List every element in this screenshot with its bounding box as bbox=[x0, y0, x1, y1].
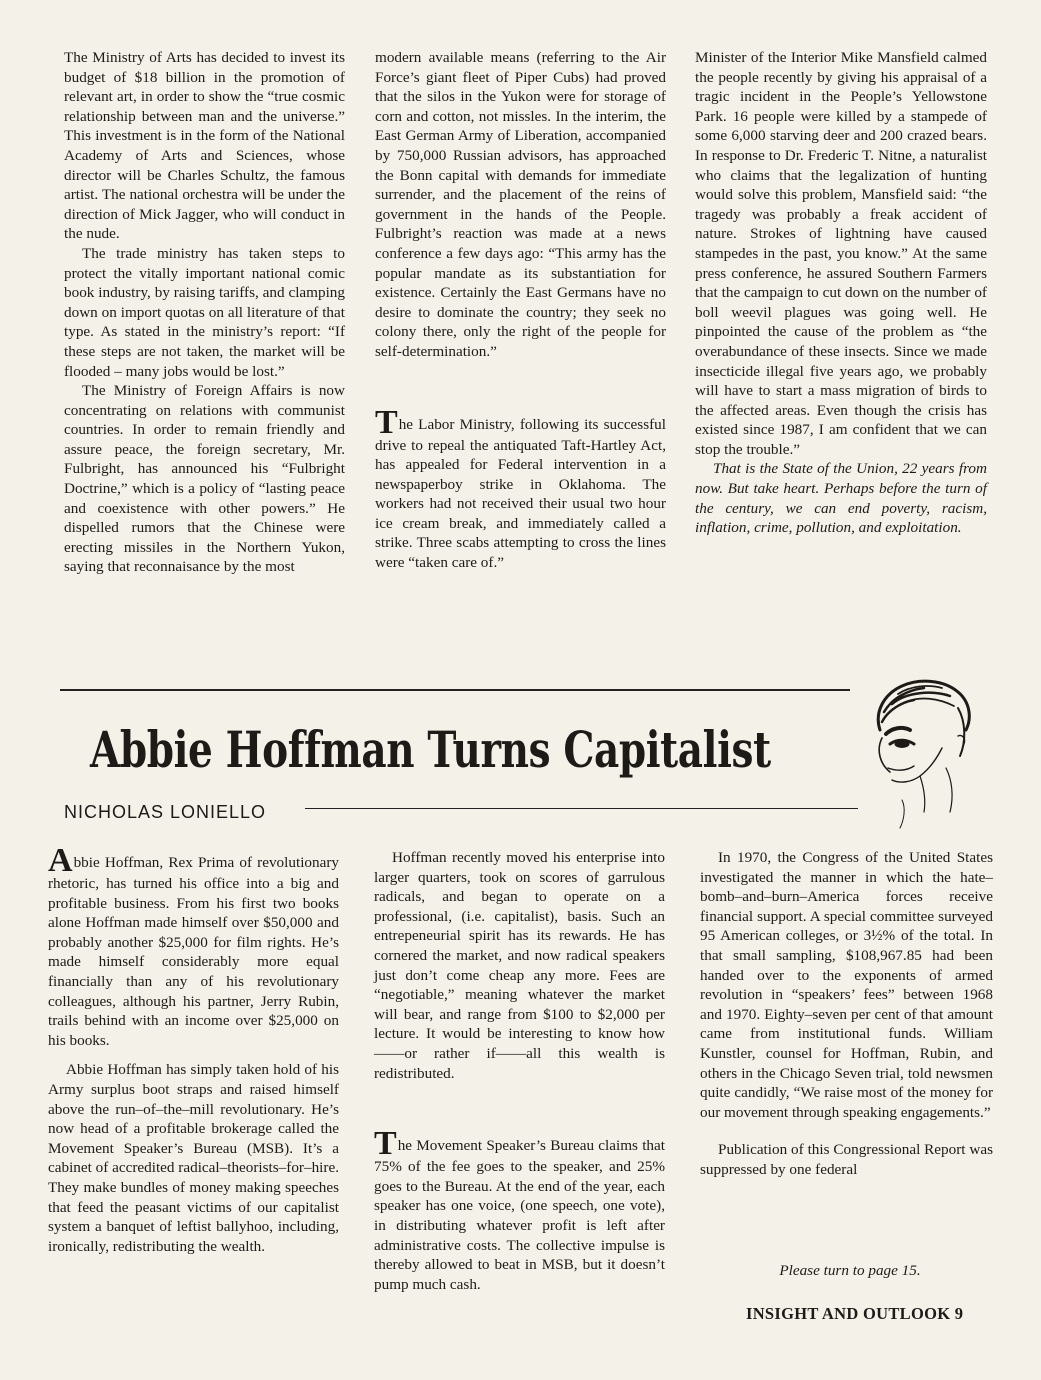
headline-top-rule bbox=[60, 689, 850, 691]
top-column-3 bbox=[695, 48, 987, 538]
paragraph: modern available means (referring to the Air Force’s giant fleet of Piper Cubs) had proved that the silos in the Yukon were for storage of corn and cotton, not missles. In the interim, the East German Army of Liberation, accompanied by 750,000 Russian advisors, has approached the Bonn capital with demands for immediate surrender, and the placement of the reins of government in the hands of the People. Fulbright’s reaction was made at a news conference a few days ago: “This army has the popular mandate as its substantiation for existence. Certainly the East Germans have no desire to dominate the country; they seek no colony there, only the right of the people for self-determination.” bbox=[375, 49, 666, 360]
paragraph: In 1970, the Congress of the United States investigated the manner in which the hate–bomb–and–burn–America forces receive financial support. A special committee surveyed 95 American colleges, or 3½% of the total. In that small sampling, $108,967.85 had been handed over to the exponents of armed revolution in “speakers’ fees” between 1968 and 1970. Eighty–seven per cent of that amount came from institutional funds. William Kunstler, counsel for Hoffman, Rubin, and others in the Chicago Seven trial, told newsmen quite candidly, “We raise most of the money for our movement through speaking engagements.” bbox=[700, 849, 993, 1121]
paragraph: Abbie Hoffman has simply taken hold of his Army surplus boot straps and raised himself above the run–of–the–mill revolutionary. He’s now head of a profitable brokerage called the Movement Speaker’s Bureau (MSB). It’s a cabinet of accredited radical–theorists–for–hire. They make bundles of money making speeches that feed the peasant victims of our capitalist system a banquet of leftist ballyhoo, including, ironically, redistributing the wealth. bbox=[48, 1061, 339, 1255]
italic-closing-paragraph: That is the State of the Union, 22 years from now. But take heart. Perhaps before the turn of the century, we can end poverty, racism, inflation, crime, pollution, and exploitation. bbox=[695, 460, 987, 537]
portrait-sketch-image bbox=[862, 672, 982, 832]
article-column-1 bbox=[48, 842, 339, 1256]
paragraph bbox=[48, 842, 339, 1050]
drop-cap: T bbox=[375, 403, 398, 441]
article-headline: Abbie Hoffman Turns Capitalist bbox=[90, 720, 771, 779]
continued-note: Please turn to page 15. bbox=[779, 1262, 921, 1279]
page-footer: INSIGHT AND OUTLOOK 9 bbox=[746, 1304, 964, 1323]
byline-rule bbox=[305, 808, 858, 809]
byline: NICHOLAS LONIELLO bbox=[64, 802, 267, 822]
article-column-3 bbox=[700, 848, 993, 1180]
paragraph: The Ministry of Foreign Affairs is now concentrating on relations with communist countries. In order to remain friendly and assure peace, the foreign secretary, Mr. Fulbright, has announced his “Fulbright Doctrine,” which is a policy of “lasting peace and coexistence with other powers.” He dispelled rumors that the Chinese were erecting missiles in the Northern Yukon, saying that reconnaisance by the most bbox=[64, 382, 345, 576]
paragraph-text: bbie Hoffman, Rex Prima of revolutionary rhetoric, has turned his office into a big and profitable business. From his first two books alone Hoffman made himself over $50,000 and probably another $25,000 for film rights. He’s made himself considerably more equal financially than any of his revolutionary colleagues, although his partner, Jerry Rubin, trails behind with an income over $25,000 on his books. bbox=[48, 854, 339, 1049]
paragraph: Hoffman recently moved his enterprise into larger quarters, took on scores of garrulous radicals, and began to operate on a professional, (i.e. capitalist), basis. Such an entrepeneurial spirit has its rewards. He has cornered the market, and now radical speakers just don’t come cheap any more. Fees are “negotiable,” meaning whatever the market will bear, and range from $100 to $2,000 per lecture. It would be interesting to know how——or rather if——all this wealth is redistributed. bbox=[374, 849, 665, 1082]
paragraph: Minister of the Interior Mike Mansfield calmed the people recently by giving his appraisal of a tragic incident in the People’s Yellowstone Park. 16 people were killed by a stampede of some 6,000 starving deer and 200 crazed bears. In response to Dr. Frederic T. Nitne, a naturalist who claims that the legalization of hunting would solve this problem, Mansfield said: “the tragedy was probably a freak accident of nature. Strokes of lightning have caused stampedes in the past, you know.” At the same press conference, he assured Southern Farmers that the campaign to cut down on the number of boll weevil plagues was going well. He pinpointed the cause of the problem as “the overabundance of these insects. Since we made insecticide illegal five years ago, we probably will have to start a mass migration of birds to the affected areas. Even though the crisis has existed since 1987, I am confident that we can stop the trouble.” bbox=[695, 49, 987, 458]
paragraph: The trade ministry has taken steps to protect the vitally important national comic book industry, by raising tariffs, and clamping down on import quotas on all literature of that type. As stated in the ministry’s report: “If these steps are not taken, the market will be flooded – many jobs would be lost.” bbox=[64, 244, 345, 380]
article-column-2 bbox=[374, 848, 665, 1294]
paragraph bbox=[374, 1125, 665, 1294]
drop-cap: A bbox=[48, 842, 73, 879]
top-column-2 bbox=[375, 48, 666, 573]
paragraph: The Ministry of Arts has decided to invest its budget of $18 billion in the promotion of relevant art, in order to show the “true cosmic relationship between man and the universe.” This investment is in the form of the National Academy of Arts and Sciences, whose director will be Charles Schultz, the famous artist. The national orchestra will be under the direction of Mick Jagger, who will conduct in the nude. bbox=[64, 49, 345, 243]
paragraph-text: he Movement Speaker’s Bureau claims that 75% of the fee goes to the speaker, and 25% goes to the Bureau. At the end of the year, each speaker has one voice, (one speech, one vote), in distributing whatever profit is left after administrative costs. The collective impulse is thereby allowed to beat in MSB, but it doesn’t pump much cash. bbox=[374, 1137, 665, 1293]
top-column-1 bbox=[64, 48, 345, 577]
paragraph-text: he Labor Ministry, following its successful drive to repeal the antiquated Taft-Hartley Act, has appealed for Federal intervention in a newspaperboy strike in Oklahoma. The workers had not received their usual two hour ice cream break, and immediately called a strike. Three scabs attempting to cross the lines were “taken care of.” bbox=[375, 415, 666, 572]
paragraph bbox=[375, 403, 666, 573]
drop-cap: T bbox=[374, 1125, 397, 1163]
paragraph: Publication of this Congressional Report was suppressed by one federal bbox=[700, 1141, 993, 1178]
